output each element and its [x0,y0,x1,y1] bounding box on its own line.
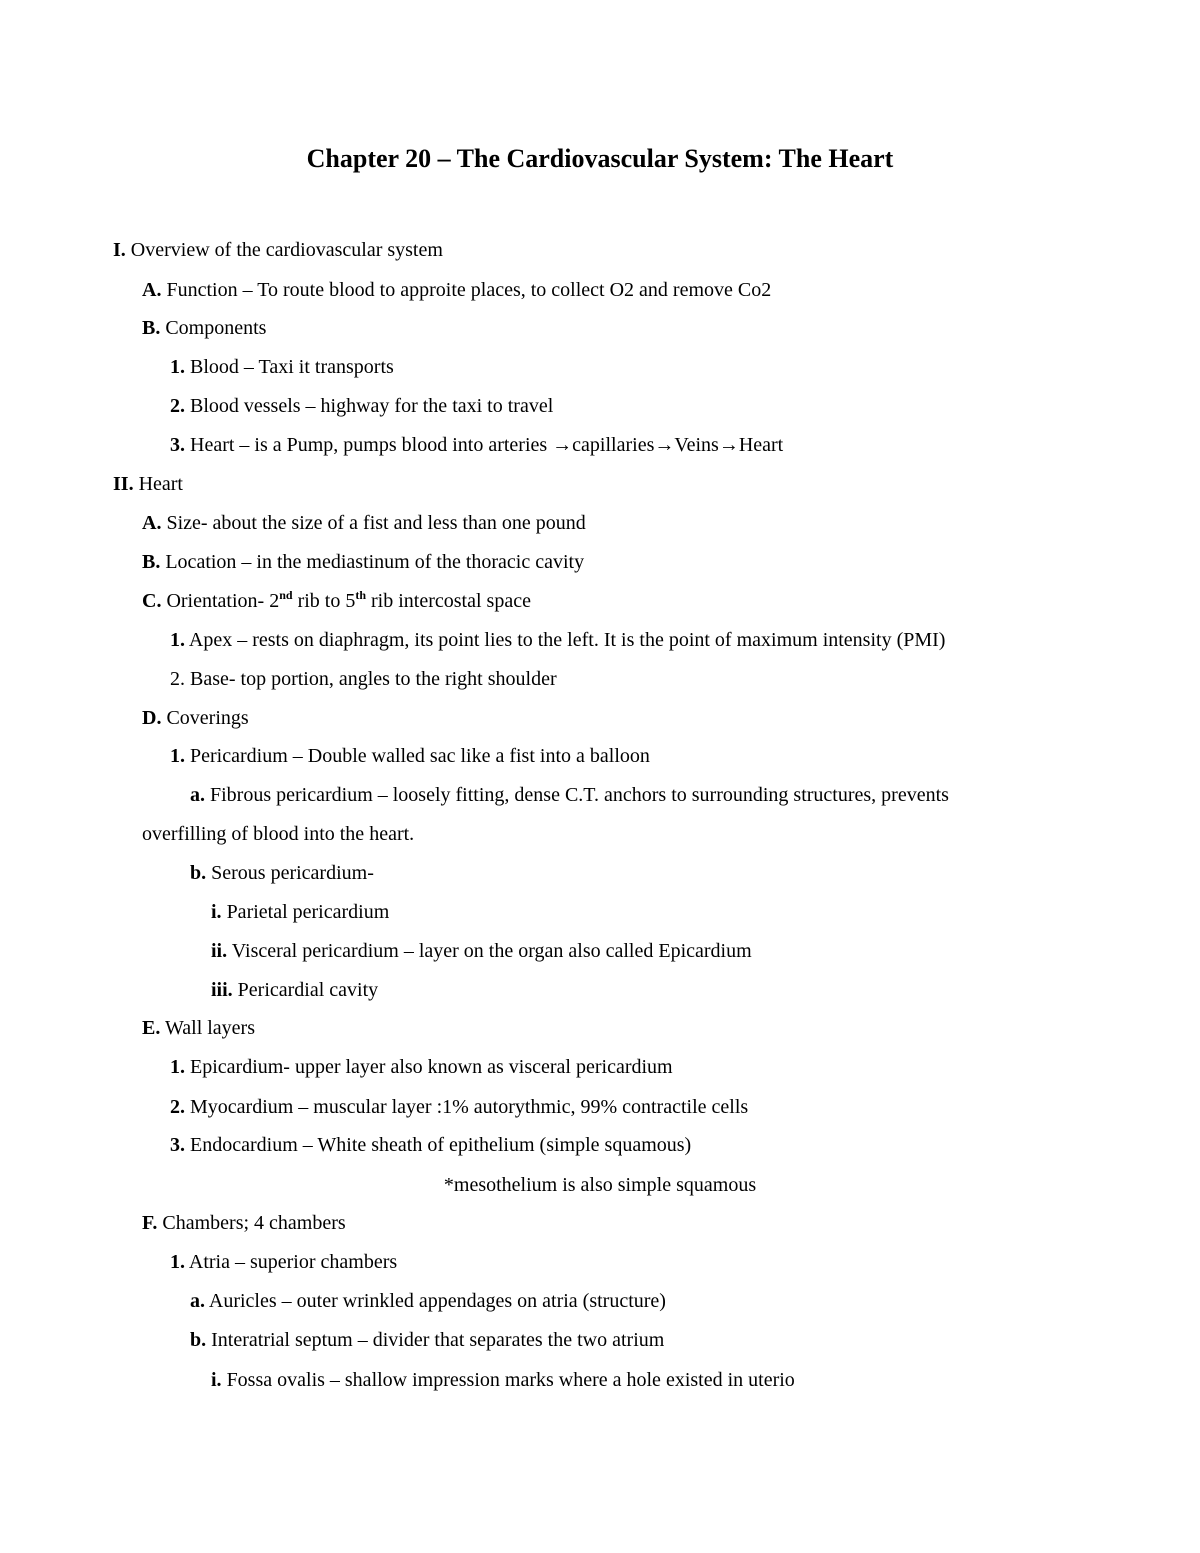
outline-marker: 2. [170,395,185,417]
outline-marker: II. [113,473,134,495]
outline-text: Fibrous pericardium – loosely fitting, dense C.T. anchors to surrounding structures, prevents [205,784,949,806]
outline-item-heart-pump [170,432,783,458]
outline-item-blood-vessels [170,393,553,419]
outline-marker: D. [142,707,162,729]
outline-item-chambers [142,1210,346,1236]
arrow-right-icon: → [654,434,675,456]
page-title: Chapter 20 – The Cardiovascular System: The Heart [306,144,894,173]
outline-item-size [142,510,586,536]
outline-text: Chambers; 4 chambers [157,1212,346,1234]
outline-marker: 1. [170,1251,185,1273]
outline-marker: iii. [211,979,233,1001]
outline-item-blood [170,354,394,380]
outline-text: Interatrial septum – divider that separates the two atrium [206,1329,665,1351]
outline-text: Visceral pericardium – layer on the organ also called Epicardium [227,940,752,962]
outline-marker: 1. [170,745,185,767]
outline-text: Orientation- 2 [161,590,280,612]
outline-marker: B. [142,317,161,339]
outline-item-interatrial-septum [190,1327,664,1353]
outline-marker: i. [211,1369,222,1391]
flow-step: Heart [738,434,784,456]
outline-text: Size- about the size of a fist and less than one pound [161,512,586,534]
outline-marker: i. [211,901,222,923]
outline-marker: B. [142,551,161,573]
outline-marker: E. [142,1017,161,1039]
outline-text: Wall layers [160,1017,256,1039]
outline-text: Heart – is a Pump, pumps blood into arteries [185,434,553,456]
outline-item-location [142,549,584,575]
outline-item-function [142,277,771,303]
outline-marker: 3. [170,434,185,456]
outline-marker: b. [190,1329,207,1351]
outline-item-atria [170,1249,397,1275]
arrow-right-icon: → [552,434,573,456]
outline-text: Pericardium – Double walled sac like a fist into a balloon [185,745,650,767]
outline-text: Function – To route blood to approite places, to collect O2 and remove Co2 [161,279,772,301]
outline-note-mesothelium [0,1172,1200,1198]
outline-marker: C. [142,590,162,612]
outline-marker: b. [190,862,207,884]
outline-item-visceral-pericardium [211,938,752,964]
outline-text: Coverings [161,707,249,729]
outline-text: Blood – Taxi it transports [185,356,394,378]
outline-marker: 1. [170,1056,185,1078]
outline-text: Parietal pericardium [221,901,390,923]
outline-marker: 2. [170,1096,185,1118]
outline-item-endocardium [170,1132,691,1158]
outline-text: Overview of the cardiovascular system [125,239,443,261]
outline-item-components [142,315,266,341]
outline-text: Endocardium – White sheath of epithelium (simple squamous) [185,1134,692,1156]
outline-item-pericardial-cavity [211,977,378,1003]
outline-text: Fossa ovalis – shallow impression marks where a hole existed in uterio [221,1369,795,1391]
outline-text: Heart [133,473,183,495]
outline-text: *mesothelium is also simple squamous [443,1174,757,1196]
outline-item-base [170,666,557,692]
outline-marker: ii. [211,940,228,962]
outline-text: Atria – superior chambers [185,1251,398,1273]
outline-text: rib to 5 [292,590,356,612]
outline-item-myocardium [170,1094,748,1120]
outline-item-orientation [142,588,531,614]
outline-marker: 3. [170,1134,185,1156]
outline-text: Auricles – outer wrinkled appendages on atria (structure) [205,1290,666,1312]
outline-text: Epicardium- upper layer also known as visceral pericardium [185,1056,673,1078]
outline-item-pericardium [170,743,650,769]
outline-item-parietal-pericardium [211,899,389,925]
outline-item-auricles [190,1288,666,1314]
outline-item-fibrous-pericardium-continued [142,821,414,847]
flow-step: Veins [674,434,719,456]
outline-item-serous-pericardium [190,860,374,886]
outline-marker: A. [142,279,162,301]
outline-item-coverings [142,705,249,731]
outline-item-section-2 [113,471,183,497]
outline-marker: F. [142,1212,158,1234]
outline-marker: A. [142,512,162,534]
outline-item-epicardium [170,1054,673,1080]
outline-marker: 1. [170,356,185,378]
outline-text: Serous pericardium- [206,862,374,884]
outline-text: Apex – rests on diaphragm, its point lies to the left. It is the point of maximum intensity (PMI) [185,629,946,651]
outline-text: rib intercostal space [366,590,531,612]
outline-text: Blood vessels – highway for the taxi to travel [185,395,554,417]
outline-text: Components [160,317,267,339]
superscript: th [355,588,367,602]
outline-item-section-1 [113,237,443,263]
outline-item-fibrous-pericardium [190,782,949,808]
arrow-right-icon: → [718,434,739,456]
outline-item-fossa-ovalis [211,1367,795,1393]
outline-marker: 1. [170,629,185,651]
superscript: nd [279,588,293,602]
outline-marker: a. [190,784,205,806]
flow-step: capillaries [572,434,655,456]
outline-text: Location – in the mediastinum of the thoracic cavity [160,551,585,573]
outline-text: Pericardial cavity [232,979,379,1001]
outline-text: Myocardium – muscular layer :1% autorythmic, 99% contractile cells [185,1096,749,1118]
outline-marker: a. [190,1290,205,1312]
outline-item-apex [170,627,945,653]
outline-text: 2. Base- top portion, angles to the right shoulder [170,668,557,690]
outline-item-wall-layers [142,1015,255,1041]
outline-marker: I. [113,239,126,261]
outline-text: overfilling of blood into the heart. [142,823,415,845]
